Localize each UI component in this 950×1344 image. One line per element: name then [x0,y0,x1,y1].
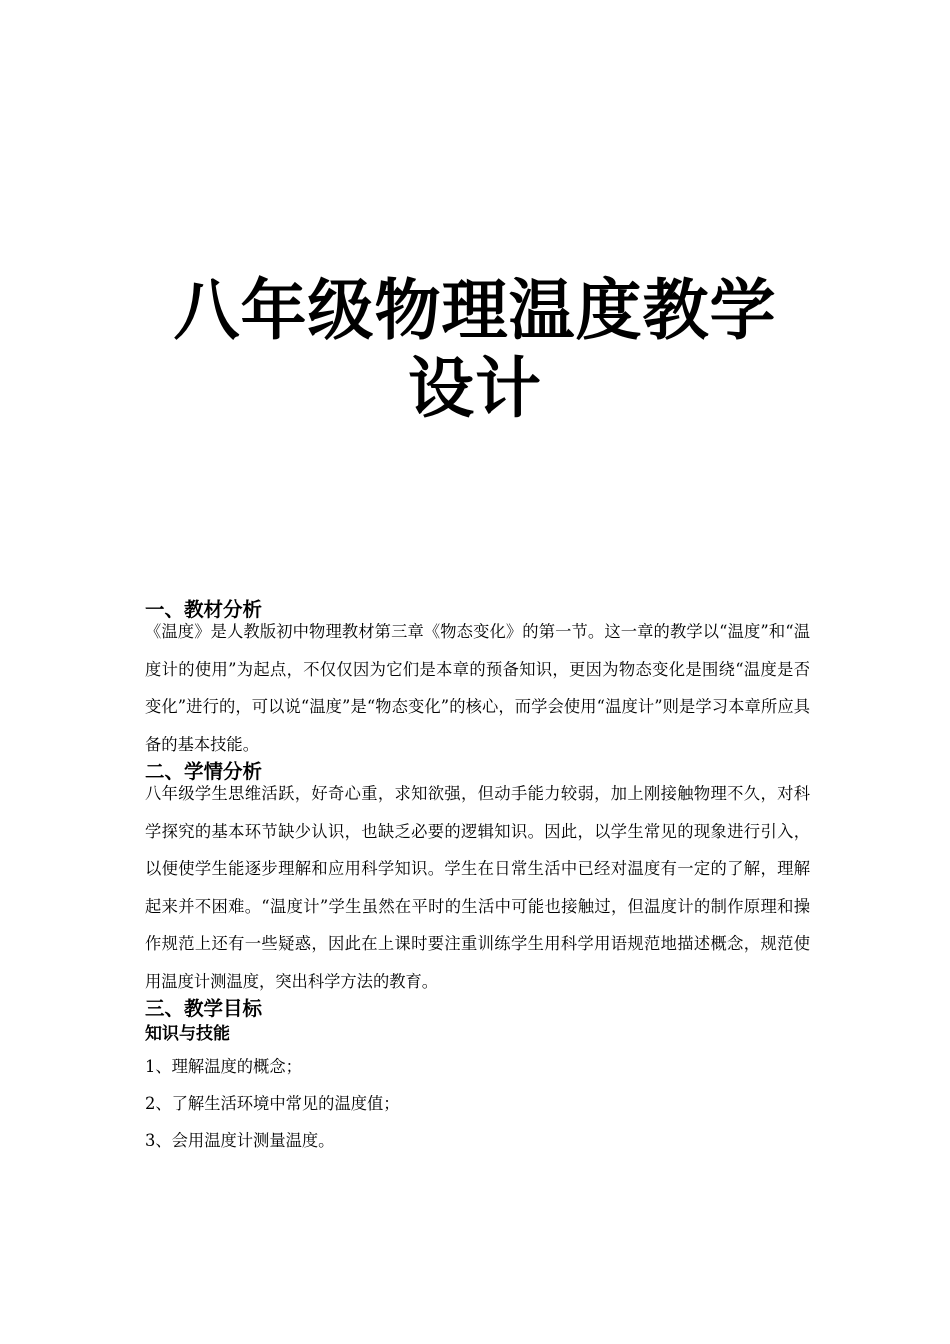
document-title-line-1: 八年级物理温度教学 [173,272,777,349]
section-heading-student-analysis: 二、学情分析 [145,760,263,783]
section-heading-teaching-goals: 三、教学目标 [145,997,263,1020]
list-item-goal-2: 2、了解生活环境中常见的温度值； [145,1094,400,1113]
list-item-goal-1: 1、理解温度的概念； [145,1057,302,1076]
document-title [100,272,850,428]
document-body [145,597,810,1159]
document-title-line-2: 设计 [408,350,542,427]
list-item-goal-3: 3、会用温度计测量温度。 [145,1131,335,1150]
subheading-knowledge-skills: 知识与技能 [145,1024,230,1044]
paragraph-textbook-analysis: 《温度》是人教版初中物理教材第三章《物态变化》的第一节。这一章的教学以“温度”和“温度计的使用”为起点，不仅仅因为它们是本章的预备知识，更因为物态变化是围绕“温度是否变化”进行的，可以说“温度”是“物态变化”的核心，而学会使用“温度计”则是学习本章所应具备的基本技能。 [145,622,810,754]
section-heading-textbook-analysis: 一、教材分析 [145,598,263,621]
paragraph-student-analysis: 八年级学生思维活跃，好奇心重，求知欲强，但动手能力较弱，加上刚接触物理不久，对科学探究的基本环节缺少认识，也缺乏必要的逻辑知识。因此，以学生常见的现象进行引入，以便使学生能逐步理解和应用科学知识。学生在日常生活中已经对温度有一定的了解，理解起来并不困难。“温度计”学生虽然在平时的生活中可能也接触过，但温度计的制作原理和操作规范上还有一些疑惑，因此在上课时要注重训练学生用科学用语规范地描述概念，规范使用温度计测温度，突出科学方法的教育。 [145,784,810,991]
